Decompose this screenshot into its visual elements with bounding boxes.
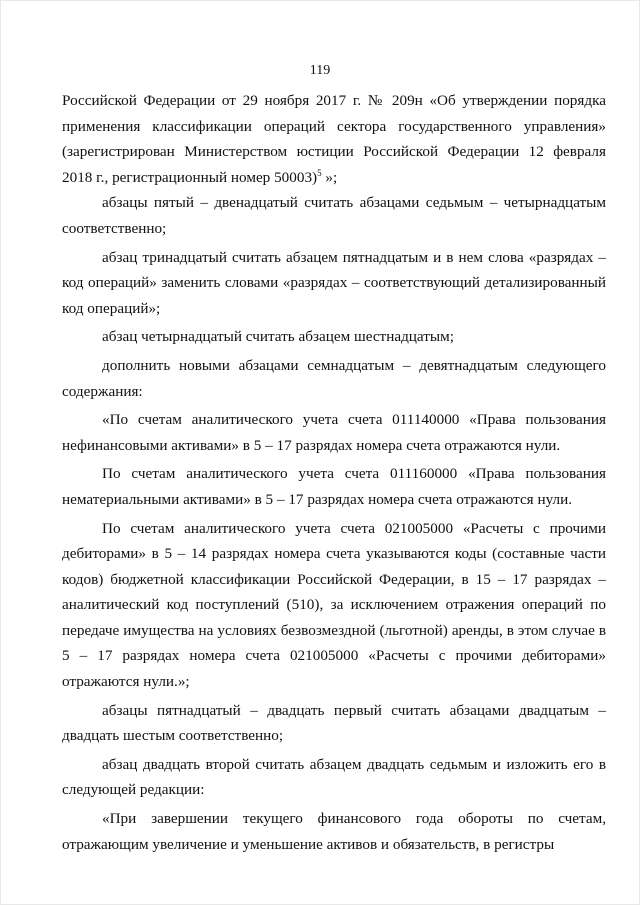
paragraph: абзац четырнадцатый считать абзацем шестнадцатым; — [102, 328, 454, 346]
page-number: 119 — [309, 63, 331, 78]
document-body — [62, 88, 606, 857]
quoted-paragraph: «По счетам аналитического учета счета 011140000 «Права пользования нефинансовыми активами» в 5 – 17 разрядах номера счета отражаются нули. — [62, 411, 606, 454]
paragraph: дополнить новыми абзацами семнадцатым – девятнадцатым следующего содержания: — [62, 356, 606, 400]
footnote-marker: 5 — [317, 167, 322, 178]
paragraph: абзацы пятнадцатый – двадцать первый считать абзацами двадцатым – двадцать шестым соответственно; — [62, 701, 606, 745]
quoted-paragraph: По счетам аналитического учета счета 021005000 «Расчеты с прочими дебиторами» в 5 – 14 разрядах номера счета указываются коды (составные части кодов) бюджетной классификации Российской Федерации, в 15 – 17 разрядах – аналитический код поступлений (510), за исключением отражения операций по передаче имущества на условиях безвозмездной (льготной) аренды, в этом случае в 5 – 17 разрядах номера счета 021005000 «Расчеты с прочими дебиторами» отражаются нули.»; — [62, 519, 606, 691]
paragraph: абзацы пятый – двенадцатый считать абзацами седьмым – четырнадцатым соответственно; — [62, 194, 606, 237]
paragraph-text: Российской Федерации от 29 ноября 2017 г. № 209н «Об утверждении порядка применения классификации операций сектора государственного управления» (зарегистрирован Министерством юстиции Российской Федерации 12 февраля 2018 г., регистрационный номер 50003) — [62, 92, 606, 186]
quoted-paragraph: По счетам аналитического учета счета 011160000 «Права пользования нематериальными активами» в 5 – 17 разрядах номера счета отражаются нули. — [62, 465, 606, 508]
quoted-paragraph: «При завершении текущего финансового года обороты по счетам, отражающим увеличение и уменьшение активов и обязательств, в регистры — [62, 810, 606, 853]
paragraph-tail: »; — [321, 168, 338, 186]
paragraph-continuation — [62, 88, 606, 190]
paragraph: абзац двадцать второй считать абзацем двадцать седьмым и изложить его в следующей редакции: — [62, 755, 606, 799]
paragraph: абзац тринадцатый считать абзацем пятнадцатым и в нем слова «разрядах – код операций» заменить словами «разрядах – соответствующий детализированный код операций»; — [62, 248, 606, 317]
